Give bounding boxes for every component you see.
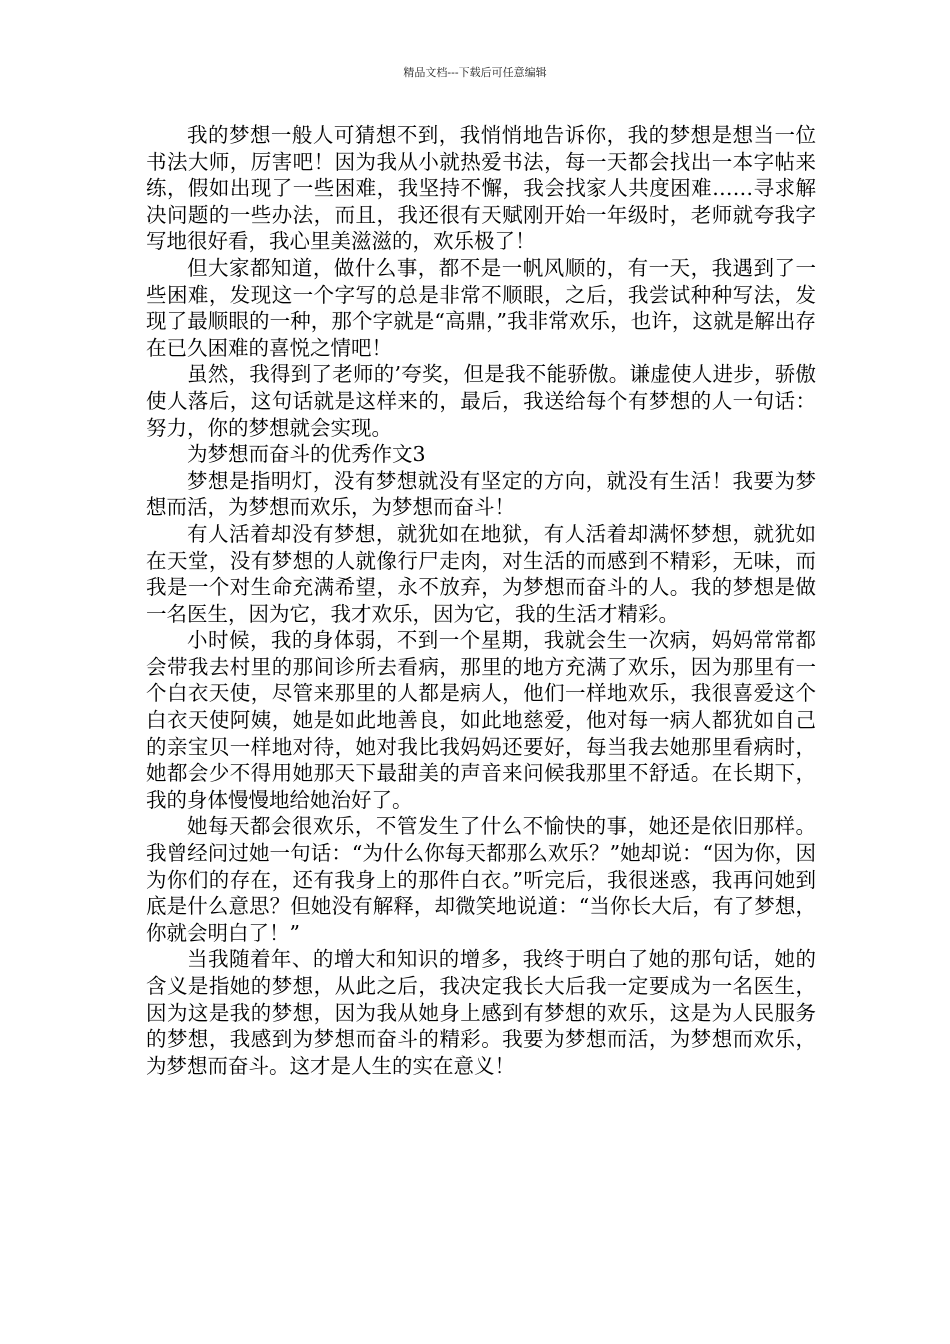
document-body <box>146 122 816 1079</box>
paragraph-8: 当我随着年、的增大和知识的增多，我终于明白了她的那句话，她的含义是指她的梦想，从此之后，我决定我长大后我一定要成为一名医生，因为这是我的梦想，因为我从她身上感到有梦想的欢乐，这是为人民服务的梦想，我感到为梦想而奋斗的精彩。我要为梦想而活，为梦想而欢乐，为梦想而奋斗。这才是人生的实在意义！ <box>146 947 816 1078</box>
paragraph-4: 梦想是指明灯，没有梦想就没有坚定的方向，就没有生活！我要为梦想而活，为梦想而欢乐，为梦想而奋斗！ <box>146 468 816 520</box>
paragraph-6: 小时候，我的身体弱，不到一个星期，我就会生一次病，妈妈常常都会带我去村里的那间诊所去看病，那里的地方充满了欢乐，因为那里有一个白衣天使，尽管来那里的人都是病人，他们一样地欢乐，我很喜爱这个白衣天使阿姨，她是如此地善良，如此地慈爱，他对每一病人都犹如自己的亲宝贝一样地对待，她对我比我妈妈还要好，每当我去她那里看病时，她都会少不得用她那天下最甜美的声音来问候我那里不舒适。在长期下，我的身体慢慢地给她治好了。 <box>146 628 816 812</box>
paragraph-1: 我的梦想一般人可猜想不到，我悄悄地告诉你，我的梦想是想当一位书法大师，厉害吧！因为我从小就热爱书法，每一天都会找出一本字帖来练，假如出现了一些困难，我坚持不懈，我会找家人共度困难……寻求解决问题的一些办法，而且，我还很有天赋刚开始一年级时，老师就夸我字写地很好看，我心里美滋滋的，欢乐极了！ <box>146 123 816 254</box>
section-title: 为梦想而奋斗的优秀作文3 <box>187 442 426 467</box>
paragraph-7: 她每天都会很欢乐，不管发生了什么不愉快的事，她还是依旧那样。我曾经问过她一句话：“为什么你每天都那么欢乐？”她却说：“因为你，因为你们的存在，还有我身上的那件白衣。”听完后，我很迷惑，我再问她到底是什么意思？但她没有解释，却微笑地说道：“当你长大后，有了梦想，你就会明白了！” <box>146 814 816 945</box>
paragraph-5: 有人活着却没有梦想，就犹如在地狱，有人活着却满怀梦想，就犹如在天堂，没有梦想的人就像行尸走肉，对生活的而感到不精彩，无味，而我是一个对生命充满希望，永不放弃，为梦想而奋斗的人。我的梦想是做一名医生，因为它，我才欢乐，因为它，我的生活才精彩。 <box>146 521 816 626</box>
page-header: 精品文档---下载后可任意编辑 <box>403 66 547 79</box>
paragraph-3: 虽然，我得到了老师的’夸奖，但是我不能骄傲。谦虚使人进步，骄傲使人落后，这句话就是这样来的，最后，我送给每个有梦想的人一句话：努力，你的梦想就会实现。 <box>146 362 816 440</box>
paragraph-2: 但大家都知道，做什么事，都不是一帆风顺的，有一天，我遇到了一些困难，发现这一个字写的总是非常不顺眼，之后，我尝试种种写法，发现了最顺眼的一种，那个字就是“高鼎，”我非常欢乐，也许，这就是解出存在已久困难的喜悦之情吧！ <box>146 255 816 360</box>
